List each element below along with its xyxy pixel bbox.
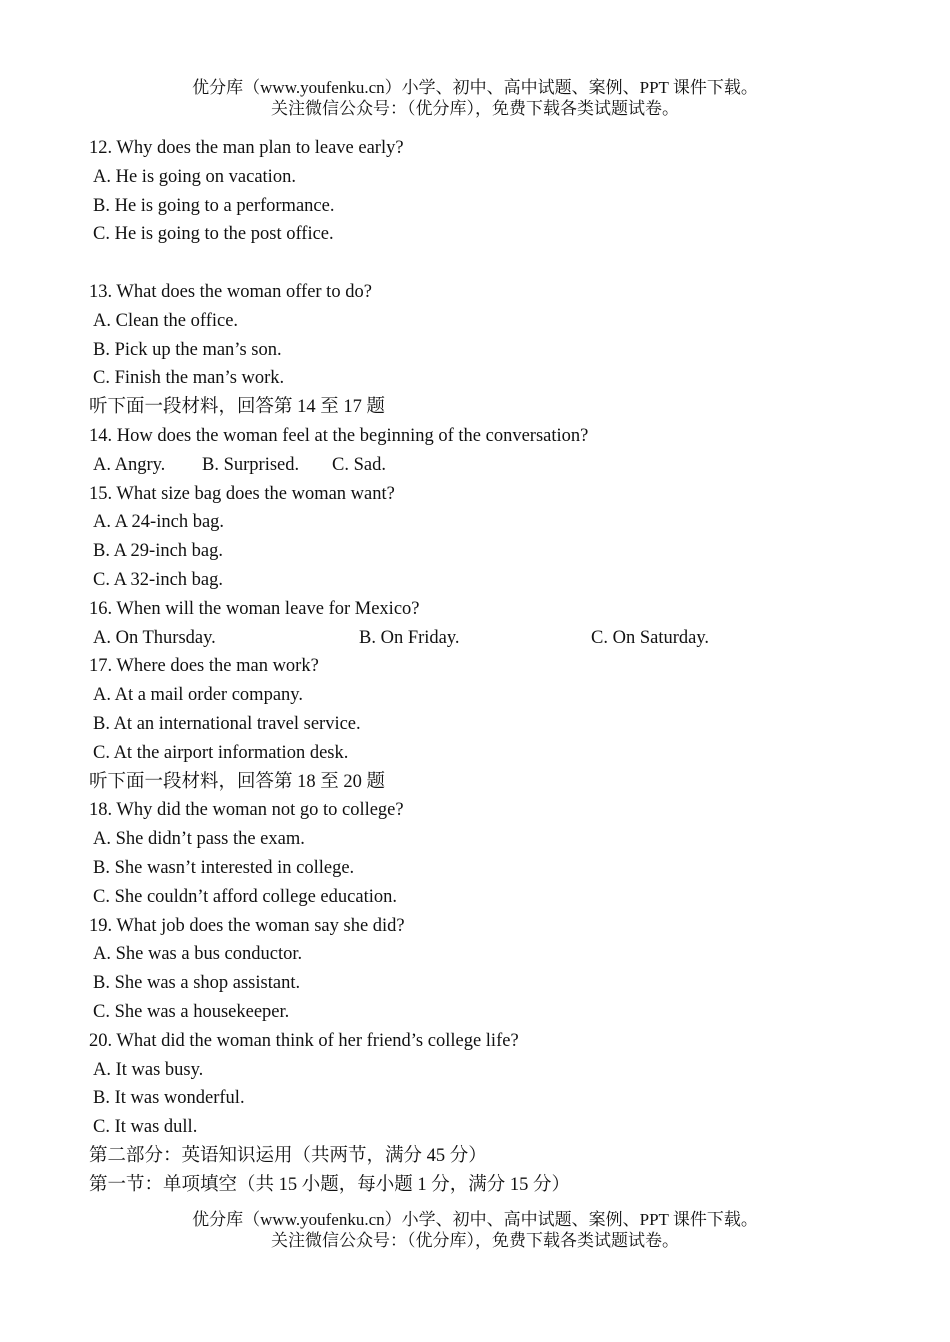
q13-option-b: B. Pick up the man’s son. <box>93 339 282 360</box>
page-footer <box>0 1209 950 1251</box>
q14-option-c: C. Sad. <box>332 454 386 475</box>
q18-option-a: A. She didn’t pass the exam. <box>93 829 305 850</box>
q13-option-a: A. Clean the office. <box>93 310 239 331</box>
page-header <box>0 77 950 119</box>
q14-option-a: A. Angry. <box>93 454 166 475</box>
question-18: 18. Why did the woman not go to college? <box>89 800 404 821</box>
q19-option-a: A. She was a bus conductor. <box>93 944 303 965</box>
exam-content <box>89 134 869 1199</box>
question-16: 16. When will the woman leave for Mexico? <box>89 598 420 619</box>
question-12: 12. Why does the man plan to leave early? <box>89 138 404 158</box>
spacer <box>89 249 869 278</box>
q17-option-b: B. At an international travel service. <box>93 713 361 734</box>
q17-option-a: A. At a mail order company. <box>93 685 303 706</box>
q20-option-b: B. It was wonderful. <box>93 1088 245 1109</box>
part-2-section-1-heading: 第一节：单项填空（共 15 小题，每小题 1 分，满分 15 分） <box>89 1174 571 1195</box>
q19-option-b: B. She was a shop assistant. <box>93 973 301 994</box>
q15-option-a: A. A 24-inch bag. <box>93 512 225 533</box>
question-17: 17. Where does the man work? <box>89 656 319 677</box>
question-13: 13. What does the woman offer to do? <box>89 281 372 302</box>
section-instruction-18-20: 听下面一段材料，回答第 18 至 20 题 <box>89 771 386 792</box>
q14-options <box>89 451 869 480</box>
q16-option-c: C. On Saturday. <box>591 627 710 648</box>
question-14: 14. How does the woman feel at the beginning of the conversation? <box>89 425 589 446</box>
q20-option-c: C. It was dull. <box>93 1117 198 1138</box>
question-19: 19. What job does the woman say she did? <box>89 915 405 936</box>
q15-option-b: B. A 29-inch bag. <box>93 541 224 562</box>
q18-option-b: B. She wasn’t interested in college. <box>93 857 355 878</box>
q16-options <box>89 624 869 653</box>
q12-option-c: C. He is going to the post office. <box>93 224 334 245</box>
q14-option-b: B. Surprised. <box>202 454 300 475</box>
footer-line-1: 优分库（www.youfenku.cn）小学、初中、高中试题、案例、PPT 课件下载。 <box>192 1210 758 1229</box>
q17-option-c: C. At the airport information desk. <box>93 742 349 763</box>
q16-option-b: B. On Friday. <box>359 627 460 648</box>
header-line-1: 优分库（www.youfenku.cn）小学、初中、高中试题、案例、PPT 课件下载。 <box>192 78 758 97</box>
q20-option-a: A. It was busy. <box>93 1059 204 1080</box>
q12-option-b: B. He is going to a performance. <box>93 195 335 216</box>
header-line-2: 关注微信公众号：（优分库），免费下载各类试题试卷。 <box>271 99 679 118</box>
part-2-heading: 第二部分：英语知识运用（共两节，满分 45 分） <box>89 1145 487 1166</box>
footer-line-2: 关注微信公众号：（优分库），免费下载各类试题试卷。 <box>271 1231 679 1250</box>
q18-option-c: C. She couldn’t afford college education. <box>93 886 397 907</box>
q13-option-c: C. Finish the man’s work. <box>93 368 285 389</box>
q12-option-a: A. He is going on vacation. <box>93 166 296 187</box>
q19-option-c: C. She was a housekeeper. <box>93 1001 290 1022</box>
section-instruction-14-17: 听下面一段材料，回答第 14 至 17 题 <box>89 397 386 418</box>
question-15: 15. What size bag does the woman want? <box>89 483 395 504</box>
q15-option-c: C. A 32-inch bag. <box>93 569 224 590</box>
question-20: 20. What did the woman think of her friend’s college life? <box>89 1030 519 1051</box>
q16-option-a: A. On Thursday. <box>93 627 216 648</box>
